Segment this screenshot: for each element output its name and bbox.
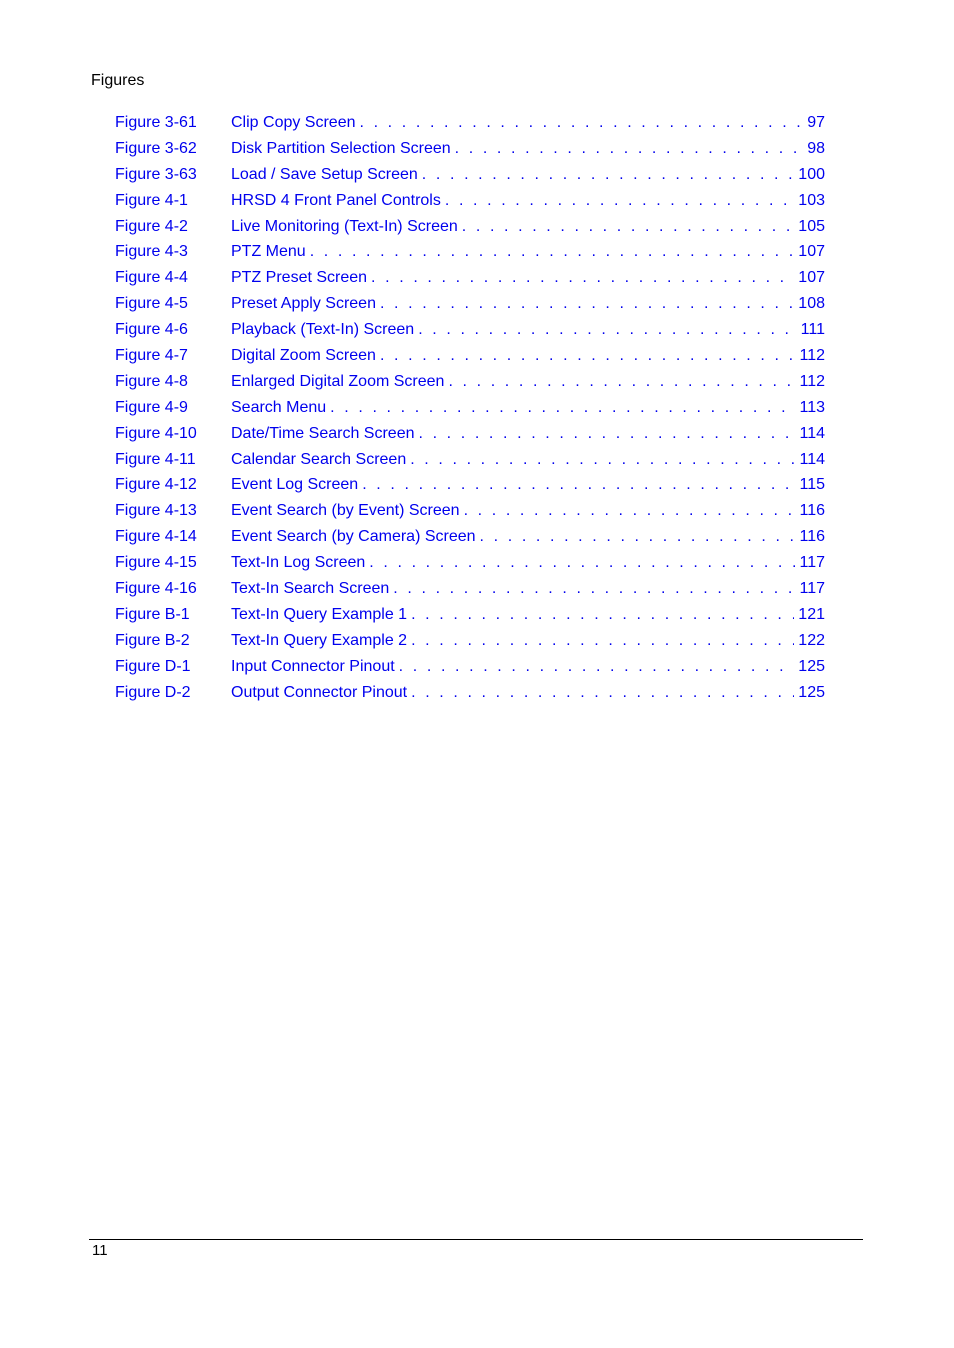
page-header-title: Figures <box>91 72 145 89</box>
toc-entry[interactable] <box>115 554 825 580</box>
figure-number: Figure 4-16 <box>115 580 197 598</box>
figure-title: Digital Zoom Screen <box>231 347 376 365</box>
figure-page-number: 114 <box>799 450 825 468</box>
figure-number: Figure B-2 <box>115 631 190 649</box>
dot-leader <box>448 373 795 391</box>
figure-title: Search Menu <box>231 398 327 416</box>
figure-title: Enlarged Digital Zoom Screen <box>231 372 445 390</box>
figure-number: Figure 4-15 <box>115 554 197 572</box>
figure-number: Figure 4-5 <box>115 295 188 313</box>
toc-entry[interactable] <box>115 476 825 502</box>
dot-leader <box>422 166 795 184</box>
toc-entry[interactable] <box>115 658 825 684</box>
dot-leader <box>418 321 796 339</box>
figure-title: Text-In Query Example 1 <box>231 605 408 623</box>
figure-title: Input Connector Pinout <box>231 657 395 675</box>
figure-number: Figure 4-9 <box>115 398 188 416</box>
figure-title: Clip Copy Screen <box>231 114 356 131</box>
toc-entry[interactable] <box>115 606 825 632</box>
figure-page-number: 108 <box>798 295 825 313</box>
figure-page-number: 100 <box>798 165 825 183</box>
figure-page-number: 114 <box>799 424 825 442</box>
toc-entry[interactable] <box>115 502 825 528</box>
figure-title: Load / Save Setup Screen <box>231 165 418 183</box>
figure-title: Date/Time Search Screen <box>231 424 415 442</box>
dot-leader <box>380 295 794 313</box>
figure-title: PTZ Menu <box>231 243 306 261</box>
figure-title: Output Connector Pinout <box>231 683 408 701</box>
figure-number: Figure 4-2 <box>115 217 188 235</box>
figure-number: Figure 4-1 <box>115 191 188 209</box>
figure-title: HRSD 4 Front Panel Controls <box>231 191 441 209</box>
figure-page-number: 97 <box>807 114 825 131</box>
figure-title: Text-In Query Example 2 <box>231 631 408 649</box>
figure-number: Figure 4-14 <box>115 528 197 546</box>
figure-page-number: 113 <box>799 398 825 416</box>
toc-entry[interactable] <box>115 451 825 477</box>
toc-entry[interactable] <box>115 295 825 321</box>
toc-entry[interactable] <box>115 140 825 166</box>
toc-entry[interactable] <box>115 373 825 399</box>
figure-page-number: 112 <box>799 347 825 365</box>
dot-leader <box>399 658 795 676</box>
dot-leader <box>362 476 795 494</box>
figure-number: Figure 4-8 <box>115 372 188 390</box>
toc-entry[interactable] <box>115 347 825 373</box>
toc-entry[interactable] <box>115 632 825 658</box>
dot-leader <box>455 140 804 158</box>
figure-page-number: 115 <box>799 476 825 494</box>
dot-leader <box>393 580 795 598</box>
dot-leader <box>411 606 794 624</box>
figure-number: Figure B-1 <box>115 605 190 623</box>
footer-divider <box>89 1239 863 1240</box>
figures-list <box>115 114 825 709</box>
dot-leader <box>410 451 795 469</box>
toc-entry[interactable] <box>115 321 825 347</box>
figure-number: Figure D-1 <box>115 657 191 675</box>
dot-leader <box>445 192 794 210</box>
figure-title: Playback (Text-In) Screen <box>231 321 415 339</box>
figure-title: Calendar Search Screen <box>231 450 407 468</box>
figure-title: PTZ Preset Screen <box>231 269 368 287</box>
dot-leader <box>411 684 794 702</box>
figure-number: Figure 4-11 <box>115 450 196 468</box>
figure-number: Figure 4-7 <box>115 347 188 365</box>
toc-entry[interactable] <box>115 114 825 140</box>
figure-number: Figure 4-4 <box>115 269 188 287</box>
footer-page-number: 11 <box>92 1242 108 1259</box>
dot-leader <box>464 502 796 520</box>
figure-title: Text-In Log Screen <box>231 554 366 572</box>
figure-title: Event Log Screen <box>231 476 359 494</box>
toc-entry[interactable] <box>115 425 825 451</box>
dot-leader <box>371 269 794 287</box>
figure-page-number: 116 <box>799 502 825 520</box>
figure-number: Figure 3-61 <box>115 114 197 131</box>
figure-number: Figure 3-62 <box>115 139 197 157</box>
toc-entry[interactable] <box>115 269 825 295</box>
toc-entry[interactable] <box>115 528 825 554</box>
figure-page-number: 122 <box>798 631 825 649</box>
figure-page-number: 112 <box>799 372 825 390</box>
figure-page-number: 107 <box>798 269 825 287</box>
figure-number: Figure 4-3 <box>115 243 188 261</box>
figure-number: Figure 4-6 <box>115 321 188 339</box>
figure-page-number: 105 <box>798 217 825 235</box>
figure-page-number: 111 <box>800 321 825 339</box>
figure-number: Figure 4-13 <box>115 502 197 520</box>
toc-entry[interactable] <box>115 580 825 606</box>
figure-page-number: 125 <box>798 683 825 701</box>
dot-leader <box>310 243 795 261</box>
figure-page-number: 125 <box>798 657 825 675</box>
figure-number: Figure 4-10 <box>115 424 197 442</box>
toc-entry[interactable] <box>115 218 825 244</box>
dot-leader <box>462 218 795 236</box>
toc-entry[interactable] <box>115 399 825 425</box>
toc-entry[interactable] <box>115 243 825 269</box>
figure-title: Event Search (by Event) Screen <box>231 502 460 520</box>
dot-leader <box>380 347 796 365</box>
figure-title: Disk Partition Selection Screen <box>231 139 451 157</box>
toc-entry[interactable] <box>115 166 825 192</box>
dot-leader <box>418 425 795 443</box>
figure-page-number: 98 <box>807 139 825 157</box>
dot-leader <box>480 528 796 546</box>
figure-page-number: 121 <box>798 605 825 623</box>
figure-title: Live Monitoring (Text-In) Screen <box>231 217 458 235</box>
toc-entry[interactable] <box>115 684 825 710</box>
figure-title: Preset Apply Screen <box>231 295 376 313</box>
dot-leader <box>360 114 804 132</box>
figure-title: Event Search (by Camera) Screen <box>231 528 476 546</box>
figure-number: Figure 4-12 <box>115 476 197 494</box>
dot-leader <box>330 399 795 417</box>
figure-title: Text-In Search Screen <box>231 580 390 598</box>
toc-entry[interactable] <box>115 192 825 218</box>
figure-page-number: 107 <box>798 243 825 261</box>
figure-number: Figure D-2 <box>115 683 191 701</box>
figure-page-number: 117 <box>799 554 825 572</box>
dot-leader <box>411 632 794 650</box>
figure-page-number: 103 <box>798 191 825 209</box>
figure-number: Figure 3-63 <box>115 165 197 183</box>
dot-leader <box>369 554 795 572</box>
figure-page-number: 116 <box>799 528 825 546</box>
figure-page-number: 117 <box>799 580 825 598</box>
